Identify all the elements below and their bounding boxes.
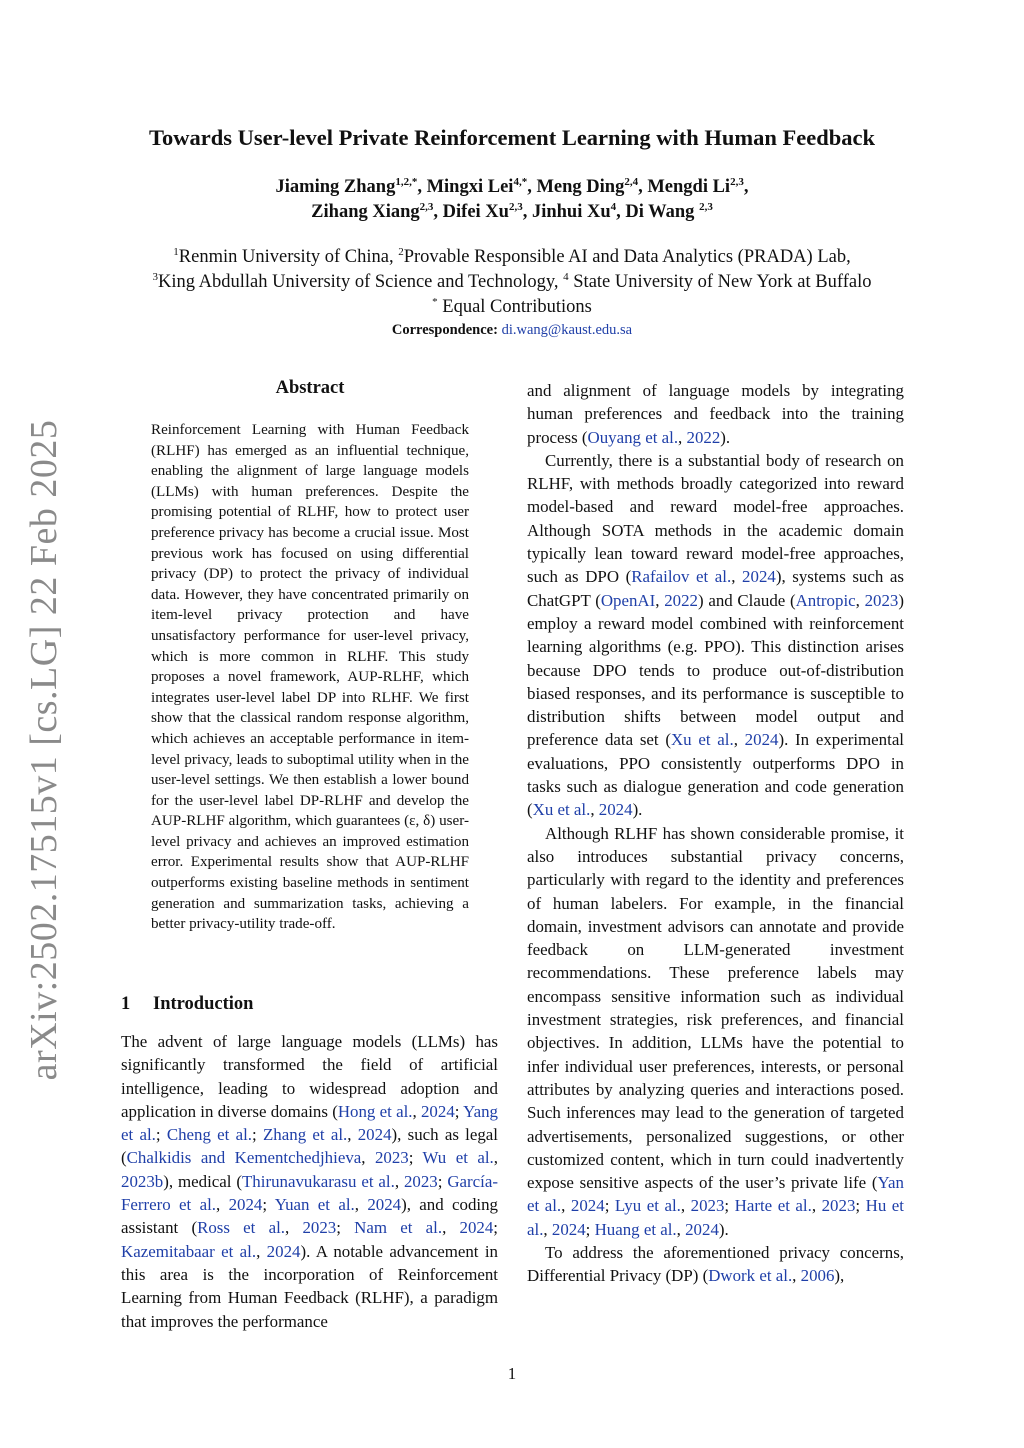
author-affil-sup: 1,2,* xyxy=(395,175,418,188)
author: Jiaming Zhang xyxy=(275,177,396,197)
author-affil-sup: 2,3 xyxy=(419,200,434,213)
citation-link[interactable]: 2024 xyxy=(685,1219,719,1239)
citation-link[interactable]: 2024 xyxy=(570,1196,605,1216)
author-affil-sup: 4,* xyxy=(513,175,528,188)
affiliation-line-3 xyxy=(0,295,1024,320)
page-number: 1 xyxy=(507,1364,517,1383)
affil-text: Renmin University of China, xyxy=(178,247,399,267)
author: Mengdi Li xyxy=(647,177,731,197)
citation-link[interactable]: 2023 xyxy=(403,1171,438,1191)
affil-sup: * xyxy=(432,295,438,308)
citation-link[interactable]: 2023 xyxy=(821,1196,856,1216)
citation-link[interactable]: Hong et al. xyxy=(337,1101,413,1121)
citation-link[interactable]: 2006 xyxy=(800,1266,835,1286)
affil-sup: 1 xyxy=(173,245,179,258)
citation-link[interactable]: Rafailov et al. xyxy=(631,567,732,587)
citation-link[interactable]: Wu et al. xyxy=(422,1148,494,1168)
citation-link[interactable]: 2023 xyxy=(302,1218,337,1238)
author-affil-sup: 4 xyxy=(610,200,617,213)
citation-link[interactable]: Ouyang et al. xyxy=(587,427,679,447)
affil-text: State University of New York at Buffalo xyxy=(568,272,872,292)
citation-link[interactable]: 2024 xyxy=(420,1101,455,1121)
correspondence xyxy=(0,322,1024,339)
citation-link[interactable]: Zhang et al. xyxy=(262,1125,348,1145)
author: Zihang Xiang xyxy=(311,202,420,222)
paper-title: Towards User-level Private Reinforcement Learning with Human Feedback xyxy=(149,125,875,150)
affil-text: Equal Contributions xyxy=(437,297,592,317)
author: Difei Xu xyxy=(442,202,509,222)
arxiv-stamp: arXiv:2502.17515v1 [cs.LG] 22 Feb 2025 xyxy=(23,419,65,1081)
citation-link[interactable]: García-Ferrero et al. xyxy=(121,1171,498,1215)
citation-link[interactable]: Kazemitabaar et al. xyxy=(121,1241,257,1261)
citation-link[interactable]: 2024 xyxy=(744,730,779,750)
citation-link[interactable]: Yang et al. xyxy=(121,1101,498,1145)
affil-sup: 3 xyxy=(152,270,159,283)
citation-link[interactable]: Lyu et al. xyxy=(614,1196,681,1216)
abstract-heading: Abstract xyxy=(275,378,345,398)
author: Jinhui Xu xyxy=(531,202,611,222)
citation-link[interactable]: Yan et al. xyxy=(527,1173,904,1216)
citation-link[interactable]: Dwork et al. xyxy=(708,1266,793,1286)
citation-link[interactable]: Cheng et al. xyxy=(166,1125,253,1145)
citation-link[interactable]: 2023 xyxy=(864,590,899,610)
author-affil-sup: 2,3 xyxy=(508,200,523,213)
citation-link[interactable]: Harte et al. xyxy=(734,1196,812,1216)
author-list: Jiaming Zhang$^{1,2,*}$, Mingxi Lei$^{4,*}$, Meng Ding$^{2,4}$, Mengdi Li$^{2,3}$, Zihang Xiang$^{2,3}$, Difei Xu$^{2,3}$, Jinhui Xu$^4$, Di Wang $^{2,3}$ xyxy=(275,175,749,222)
author: Meng Ding xyxy=(536,177,625,197)
citation-link[interactable]: 2024 xyxy=(459,1218,494,1238)
citation-link[interactable]: Hu et al. xyxy=(527,1196,904,1239)
citation-link[interactable]: 2024 xyxy=(742,567,776,587)
affiliation-line-1 xyxy=(0,245,1024,270)
paragraph: Although RLHF has shown considerable promise, it also introduces substantial privacy concerns, particularly with regard to the identity and preferences of human labelers. For example, in the financial domain, investment advisors can annotate and provide feedback on LLM-generated investment recommendations. These preference labels may encompass sensitive information such as individual investment strategies, risk preferences, and financial objectives. In addition, LLMs have the potential to infer individual user preferences, interests, or personal attributes by analyzing queries and interactions posed. Such inferences may lead to the generation of targeted advertisements, personalized suggestions, or other customized content, which in turn could inadvertently expose sensitive aspects of the user’s private life (Yan et al., 2024; Lyu et al., 2023; Harte et al., 2023; Hu et al., 2024; Huang et al., 2024). xyxy=(527,823,904,1239)
paragraph: The advent of large language models (LLMs) has significantly transformed the field of artificial intelligence, leading to widespread adoption and application in diverse domains (Hong et al., 2024; Yang et al.; Cheng et al.; Zhang et al., 2024), such as legal (Chalkidis and Kementchedjhieva, 2023; Wu et al., 2023b), medical (Thirunavukarasu et al., 2023; García-Ferrero et al., 2024; Yuan et al., 2024), and coding assistant (Ross et al., 2023; Nam et al., 2024; Kazemitabaar et al., 2024). A notable advancement in this area is the incorporation of Reinforcement Learning from Human Feedback (RLHF), a paradigm that improves the performance xyxy=(121,1032,498,1331)
correspondence-label: Correspondence: xyxy=(391,322,498,338)
citation-link[interactable]: 2024 xyxy=(551,1219,586,1239)
affil-sup: 4 xyxy=(563,270,569,283)
affiliations xyxy=(0,245,1024,320)
section-heading xyxy=(121,994,253,1015)
citation-link[interactable]: Thirunavukarasu et al. xyxy=(241,1171,395,1191)
paragraph: Currently, there is a substantial body of research on RLHF, with methods broadly categorized into reward model-based and reward model-free approaches. Although SOTA methods in the academic domain typically lean toward reward model-free approaches, such as DPO (Rafailov et al., 2024), systems such as ChatGPT (OpenAI, 2022) and Claude (Antropic, 2023) employ a reward model combined with reinforcement learning algorithms (e.g. PPO). This distinction arises because DPO tends to produce out-of-distribution biased responses, and its performance is susceptible to distribution shifts between model output and preference data set (Xu et al., 2024). In experimental evaluations, PPO consistently outperforms DPO in tasks such as dialogue generation and code generation (Xu et al., 2024). xyxy=(527,450,905,820)
abstract-text: Reinforcement Learning with Human Feedback (RLHF) has emerged as an influential technique, enabling the alignment of large language models (LLMs) with human preferences. Despite the promising potential of RLHF, how to protect user preference privacy has become a crucial issue. Most previous work has focused on using differential privacy (DP) to protect the privacy of individual data. However, they have concentrated primarily on item-level privacy protection and have unsatisfactory performance for user-level privacy, which is more common in RLHF. This study proposes a novel framework, AUP-RLHF, which integrates user-level label DP into RLHF. We first show that the classical random response algorithm, which achieves an acceptable performance in item-level privacy, leads to suboptimal utility when in the user-level settings. We then establish a lower bound for the user-level label DP-RLHF and develop the AUP-RLHF algorithm, which guarantees (ε, δ) user-level privacy and achieves an improved estimation error. Experimental results show that AUP-RLHF outperforms existing baseline methods in sentiment generation and summarization tasks, achieving a better privacy-utility trade-off. xyxy=(151,422,469,933)
paragraph: and alignment of language models by integrating human preferences and feedback into the training process (Ouyang et al., 2022). xyxy=(527,381,904,447)
citation-link[interactable]: Huang et al. xyxy=(594,1219,677,1239)
left-column-body xyxy=(121,1030,498,1333)
citation-link[interactable]: Xu et al. xyxy=(670,730,734,750)
citation-link[interactable]: 2023b xyxy=(121,1171,164,1191)
correspondence-email-link[interactable]: di.wang@kaust.edu.sa xyxy=(501,322,633,338)
citation-link[interactable]: 2023 xyxy=(374,1148,409,1168)
citation-link[interactable]: 2024 xyxy=(266,1241,301,1261)
affiliation-line-2 xyxy=(0,270,1024,295)
paragraph: To address the aforementioned privacy concerns, Differential Privacy (DP) (Dwork et al., 2006), xyxy=(527,1242,904,1286)
citation-link[interactable]: Yuan et al. xyxy=(274,1195,355,1215)
citation-link[interactable]: Ross et al. xyxy=(197,1218,286,1238)
citation-link[interactable]: 2022 xyxy=(664,590,698,610)
citation-link[interactable]: OpenAI xyxy=(600,590,656,610)
author: Di Wang xyxy=(625,202,695,222)
author-affil-sup: 2,3 xyxy=(730,175,744,188)
section-title: Introduction xyxy=(153,994,254,1014)
citation-link[interactable]: 2024 xyxy=(367,1195,402,1215)
citation-link[interactable]: 2024 xyxy=(228,1195,263,1215)
author: Mingxi Lei xyxy=(426,177,514,197)
citation-link[interactable]: Antropic xyxy=(795,590,856,610)
citation-link[interactable]: Xu et al. xyxy=(532,800,591,820)
citation-link[interactable]: 2022 xyxy=(686,427,721,447)
citation-link[interactable]: 2023 xyxy=(690,1196,725,1216)
section-number: 1 xyxy=(121,994,131,1014)
author-affil-sup: 2,4 xyxy=(624,175,639,188)
author-affil-sup: 2,3 xyxy=(699,200,713,213)
citation-link[interactable]: 2024 xyxy=(598,800,633,820)
right-column-body xyxy=(527,379,904,1288)
affil-sup: 2 xyxy=(398,245,404,258)
citation-link[interactable]: 2024 xyxy=(357,1125,392,1145)
citation-link[interactable]: Chalkidis and Kementchedjhieva xyxy=(126,1148,362,1168)
citation-link[interactable]: Nam et al. xyxy=(354,1218,443,1238)
affil-text: King Abdullah University of Science and Technology, xyxy=(158,272,564,292)
affil-text: Provable Responsible AI and Data Analytics (PRADA) Lab, xyxy=(403,247,851,267)
